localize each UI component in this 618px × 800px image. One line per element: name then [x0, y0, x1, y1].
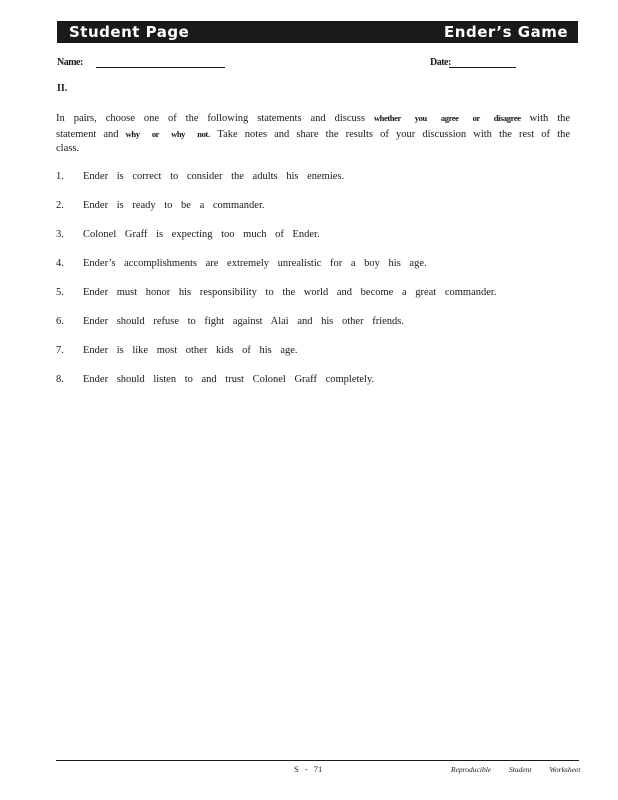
- statement-item: [56, 199, 576, 228]
- statement-number: 2.: [56, 200, 64, 211]
- instructions-paragraph: [56, 111, 570, 157]
- date-label: Date:: [430, 57, 451, 68]
- statement-number: 1.: [56, 171, 64, 182]
- name-label: Name:: [57, 57, 83, 68]
- date-blank-line[interactable]: [449, 67, 516, 68]
- instructions-agree-phrase: whether you agree or disagree: [373, 113, 521, 123]
- statement-number: 3.: [56, 229, 64, 240]
- statement-number: 5.: [56, 287, 64, 298]
- statement-number: 6.: [56, 316, 64, 327]
- statement-text: Ender is correct to consider the adults his enemies.: [83, 171, 345, 182]
- statement-item: [56, 257, 576, 286]
- header-student-page: Student Page: [69, 23, 190, 41]
- statement-item: [56, 344, 576, 373]
- statement-text: Ender is like most other kids of his age.: [83, 345, 298, 356]
- instructions-text-3: . Take notes and share the results of your discussion with the rest of the class.: [56, 128, 571, 154]
- statement-text: Ender’s accomplishments are extremely unrealistic for a boy his age.: [83, 258, 427, 269]
- statement-number: 4.: [56, 258, 64, 269]
- statement-item: [56, 315, 576, 344]
- statement-item: [56, 170, 576, 199]
- name-blank-line[interactable]: [96, 67, 225, 68]
- footer-rule: [56, 760, 579, 761]
- header-book-title: Ender’s Game: [444, 23, 568, 41]
- statement-item: [56, 286, 576, 315]
- statement-text: Ender must honor his responsibility to the world and become a great commander.: [83, 287, 497, 298]
- header-bar: [57, 21, 578, 43]
- statement-text: Colonel Graff is expecting too much of Ender.: [83, 229, 320, 240]
- statement-number: 7.: [56, 345, 64, 356]
- instructions-text-2: with the statement and: [56, 113, 571, 140]
- statement-list: [56, 170, 576, 402]
- section-label: II.: [57, 83, 68, 94]
- statement-text: Ender should listen to and trust Colonel Graff completely.: [83, 374, 375, 385]
- statement-item: [56, 373, 576, 402]
- statement-item: [56, 228, 576, 257]
- instructions-text-1: In pairs, choose one of the following statements and discuss: [56, 113, 365, 124]
- statement-text: Ender should refuse to fight against Alai and his other friends.: [83, 316, 404, 327]
- footer-note: Reproducible Student Worksheet: [451, 765, 581, 774]
- page-number: S - 71: [294, 764, 323, 774]
- statement-text: Ender is ready to be a commander.: [83, 200, 265, 211]
- statement-number: 8.: [56, 374, 64, 385]
- instructions-why-phrase: why or why not: [125, 128, 208, 139]
